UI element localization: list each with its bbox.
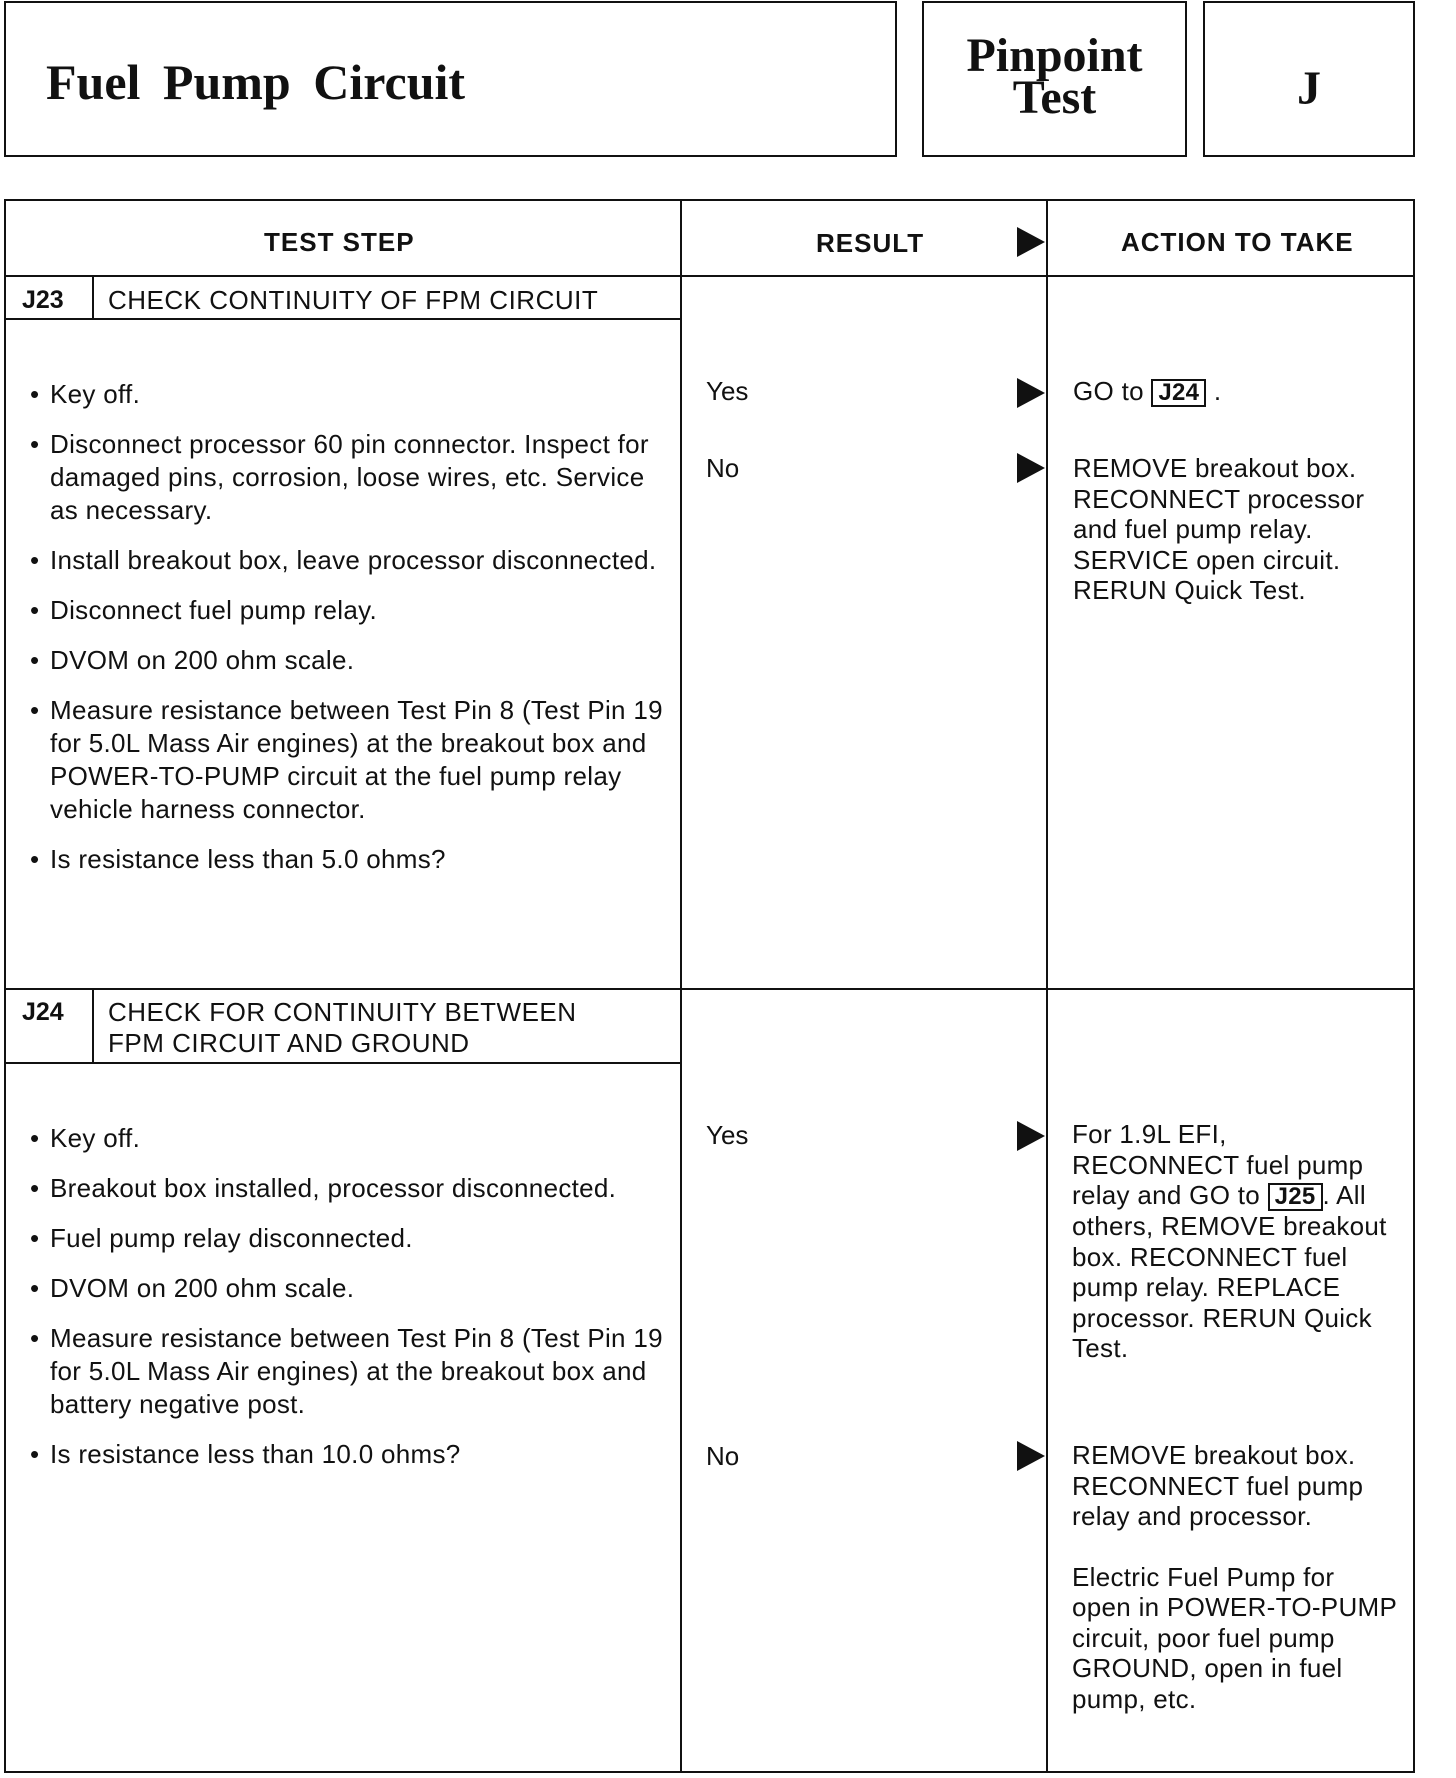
- step-ref-j24[interactable]: J24: [1151, 379, 1206, 407]
- step-j24-instructions: [28, 1122, 668, 1488]
- list-item: • DVOM on 200 ohm scale.: [28, 644, 668, 677]
- list-item: • Key off.: [28, 1122, 668, 1155]
- step-j23-instructions: [28, 378, 668, 893]
- test-type-label: [924, 29, 1185, 124]
- title-box: [4, 1, 897, 157]
- step-j23-action-no: REMOVE breakout box. RECONNECT processor and fuel pump relay. SERVICE open circuit. RERUN Quick Test.: [1073, 453, 1365, 605]
- list-item: • Disconnect fuel pump relay.: [28, 594, 668, 627]
- step-j24-title: [108, 997, 577, 1059]
- list-item: • Key off.: [28, 378, 668, 411]
- step-j24-id-divider: [92, 988, 94, 1062]
- step-j23-action-yes: [1073, 376, 1403, 407]
- step-j24-result-no: No: [706, 1441, 740, 1471]
- divider-col-result: [680, 199, 682, 1773]
- action-text: REMOVE breakout box. RECONNECT fuel pump relay and processor.: [1072, 1440, 1364, 1531]
- divider-col-action: [1046, 199, 1048, 1773]
- step-j24-action-no: [1072, 1440, 1397, 1744]
- test-id-box: [1203, 1, 1415, 157]
- step-j23-title-underline: [4, 318, 680, 320]
- action-note: Electric Fuel Pump for open in POWER-TO-PUMP circuit, poor fuel pump GROUND, open in fuel pump, etc.: [1072, 1561, 1397, 1714]
- step-divider: [4, 988, 1415, 990]
- col-header-action: ACTION TO TAKE: [1121, 227, 1354, 257]
- list-item: • Breakout box installed, processor disconnected.: [28, 1172, 668, 1205]
- step-j24-yes-arrow-icon: [1017, 1121, 1045, 1151]
- action-text: GO to: [1073, 376, 1144, 406]
- col-header-test-step: TEST STEP: [264, 227, 415, 257]
- step-j24-title-line2: FPM CIRCUIT AND GROUND: [108, 1028, 470, 1058]
- test-type-line2: Test: [1012, 71, 1097, 124]
- action-text: . All others, REMOVE breakout box. RECONNECT fuel pump relay. REPLACE processor. RERUN Quick Test.: [1072, 1180, 1387, 1363]
- test-type-line1: Pinpoint: [966, 29, 1143, 82]
- step-j24-no-arrow-icon: [1017, 1441, 1045, 1471]
- step-j23-title: CHECK CONTINUITY OF FPM CIRCUIT: [108, 285, 599, 315]
- step-j23-result-no: No: [706, 453, 740, 483]
- list-item: • Fuel pump relay disconnected.: [28, 1222, 668, 1255]
- step-j24-title-underline: [4, 1062, 680, 1064]
- step-j23-yes-arrow-icon: [1017, 378, 1045, 408]
- step-j23-id: J23: [22, 286, 64, 314]
- list-item: • Measure resistance between Test Pin 8 (Test Pin 19 for 5.0L Mass Air engines) at the breakout box and POWER-TO-PUMP circuit at the fuel pump relay vehicle harness connector.: [28, 694, 668, 826]
- list-item: • DVOM on 200 ohm scale.: [28, 1272, 668, 1305]
- page-title: Fuel Pump Circuit: [46, 54, 466, 110]
- step-j23-result-yes: Yes: [706, 376, 749, 406]
- action-text: For 1.9L EFI, RECONNECT fuel pump relay and GO to: [1072, 1119, 1364, 1210]
- result-arrow-icon: [1017, 227, 1045, 257]
- list-item: • Is resistance less than 10.0 ohms?: [28, 1438, 668, 1471]
- col-header-result: RESULT: [816, 228, 925, 258]
- list-item: • Disconnect processor 60 pin connector. Inspect for damaged pins, corrosion, loose wires, etc. Service as necessary.: [28, 428, 668, 527]
- list-item: • Measure resistance between Test Pin 8 (Test Pin 19 for 5.0L Mass Air engines) at the breakout box and battery negative post.: [28, 1322, 668, 1421]
- list-item: • Is resistance less than 5.0 ohms?: [28, 843, 668, 876]
- action-text: .: [1213, 376, 1222, 406]
- step-j23-no-arrow-icon: [1017, 453, 1045, 483]
- step-ref-j25[interactable]: J25: [1268, 1183, 1323, 1211]
- test-id: J: [1297, 62, 1321, 115]
- step-j24-result-yes: Yes: [706, 1120, 749, 1150]
- test-type-box: [922, 1, 1187, 157]
- list-item: • Install breakout box, leave processor disconnected.: [28, 544, 668, 577]
- header-row-divider: [4, 275, 1415, 277]
- step-j24-id: J24: [22, 998, 64, 1026]
- step-j24-title-line1: CHECK FOR CONTINUITY BETWEEN: [108, 997, 577, 1027]
- step-j23-id-divider: [92, 275, 94, 318]
- step-j24-action-yes: [1072, 1119, 1397, 1364]
